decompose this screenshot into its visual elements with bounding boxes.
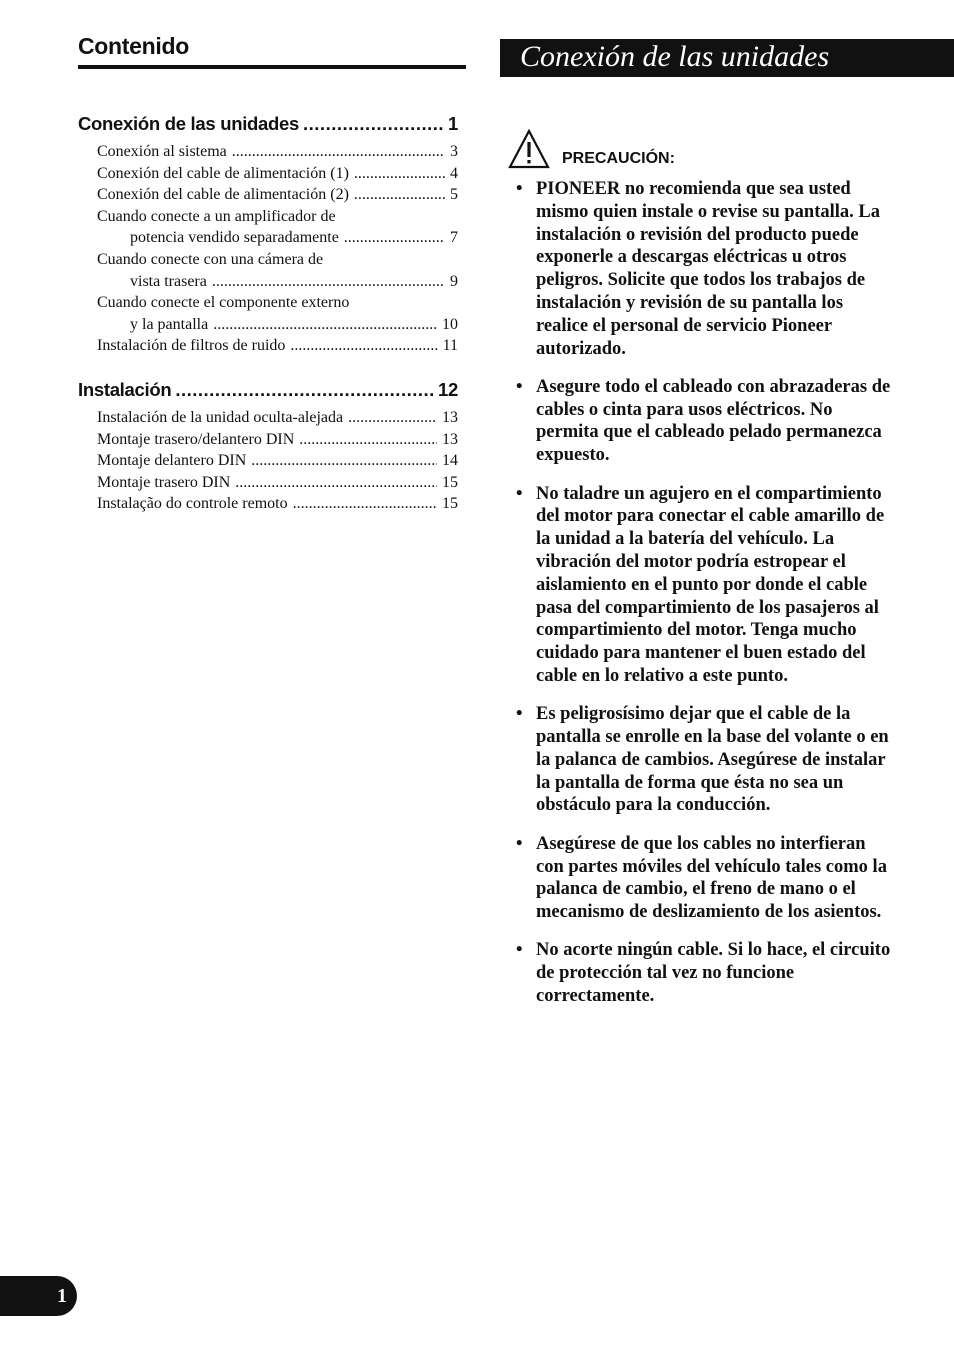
caution-item-text: Asegure todo el cableado con abrazaderas de cables o cinta para usos eléctricos. No permita que el cableado pelado permanezca expuesto. <box>536 376 891 466</box>
toc-entry <box>97 450 458 472</box>
caution-block <box>508 125 898 1023</box>
toc-entry-text: vista trasera <box>130 272 207 290</box>
toc-entry-text: Conexión del cable de alimentación (1) <box>97 164 349 182</box>
table-of-contents <box>78 30 466 515</box>
toc-section <box>78 111 466 357</box>
toc-sections <box>78 111 466 515</box>
toc-entry <box>97 292 458 335</box>
toc-entry <box>97 493 458 515</box>
toc-entry-text: Conexión del cable de alimentación (2) <box>97 186 349 204</box>
toc-entry-text: Instalação do controle remoto <box>97 495 288 513</box>
toc-entry <box>97 141 458 163</box>
toc-entry <box>97 184 458 206</box>
toc-entry-page: 15 <box>442 473 458 491</box>
toc-leader-dots <box>251 450 437 472</box>
toc-entry-text: Montaje trasero/delantero DIN <box>97 430 295 448</box>
toc-entry-row <box>97 472 458 494</box>
toc-entry-text: Montaje trasero DIN <box>97 473 231 491</box>
caution-item-text: PIONEER no recomienda que sea usted mismo quien instale o revise su pantalla. La instalación o revisión del producto puede exponerle a descargas eléctricas u otros peligros. Solicite que todos los trabajos de instalación y revisión de su pantalla los realice el personal de servicio Pioneer autorizado. <box>536 179 881 359</box>
toc-leader-dots <box>293 493 437 515</box>
toc-entry-page: 10 <box>442 315 458 333</box>
toc-leader-dots <box>232 141 445 163</box>
toc-entry-text: Instalación de la unidad oculta-alejada <box>97 408 344 426</box>
caution-item-text: No taladre un agujero en el compartimiento del motor para conectar el cable amarillo de la unidad a la batería del vehículo. La vibración del motor podría estropear el aislamiento en el punto por donde el cable pasa del compartimiento de los pasajeros al compartimiento del motor. Tenga mucho cuidado para mantener el buen estado del cable en lo relativo a este punto. <box>536 483 885 686</box>
toc-entry <box>97 206 458 249</box>
caution-item <box>508 703 891 817</box>
toc-entry-page: 5 <box>450 186 458 204</box>
toc-entry-page: 13 <box>442 408 458 426</box>
toc-leader-dots <box>175 377 434 403</box>
toc-entry-page: 13 <box>442 430 458 448</box>
toc-section <box>78 377 466 515</box>
toc-section-heading <box>78 377 458 403</box>
toc-entry-page: 3 <box>450 143 458 160</box>
bullet-symbol: • <box>516 483 523 504</box>
toc-leader-dots <box>299 429 437 451</box>
toc-section-title: Instalación <box>78 378 172 400</box>
toc-entry-text: Instalación de filtros de ruido <box>97 337 286 355</box>
bullet-symbol: • <box>516 704 523 725</box>
toc-entry <box>97 429 458 451</box>
toc-entry-text: potencia vendido separadamente <box>130 229 339 247</box>
caution-item <box>508 833 891 924</box>
caution-header <box>508 125 898 169</box>
toc-leader-dots <box>303 111 444 137</box>
caution-item-text: No acorte ningún cable. Si lo hace, el circuito de protección tal vez no funcione correctamente. <box>536 940 891 1006</box>
toc-leader-dots <box>354 184 445 206</box>
chapter-title: Conexión de las unidades <box>520 40 830 73</box>
caution-item <box>508 939 891 1007</box>
toc-entry-page: 9 <box>450 272 458 290</box>
bullet-symbol: • <box>516 179 523 199</box>
chapter-banner <box>500 39 954 77</box>
caution-label: PRECAUCIÓN: <box>562 150 675 167</box>
toc-section-heading <box>78 111 458 137</box>
toc-section-page: 12 <box>438 378 458 400</box>
toc-entry-row <box>97 314 458 336</box>
toc-leader-dots <box>212 271 445 293</box>
toc-title-rule <box>78 65 466 69</box>
toc-entry-row <box>97 184 458 206</box>
toc-entry <box>97 249 458 292</box>
toc-entry-list <box>97 407 458 515</box>
toc-leader-dots <box>290 335 437 357</box>
toc-entry <box>97 472 458 494</box>
toc-entry <box>97 335 458 357</box>
bullet-symbol: • <box>516 833 523 854</box>
toc-entry <box>97 163 458 185</box>
toc-entry-text: Conexión al sistema <box>97 143 227 160</box>
caution-item <box>508 483 891 688</box>
toc-entry-text: Cuando conecte con una cámera de <box>97 250 324 268</box>
toc-entry-row <box>97 429 458 451</box>
caution-item-text: Asegúrese de que los cables no interfieran con partes móviles del vehículo tales como la palanca de cambio, el freno de mano o el mecanismo de deslizamiento de los asientos. <box>536 833 887 923</box>
toc-entry-text: Cuando conecte a un amplificador de <box>97 207 336 225</box>
toc-section-page: 1 <box>448 113 458 134</box>
toc-leader-dots <box>235 472 437 494</box>
toc-leader-dots <box>344 227 445 249</box>
toc-entry-page: 11 <box>442 337 458 355</box>
toc-entry <box>97 407 458 429</box>
toc-entry-page: 14 <box>442 452 458 470</box>
toc-entry-text: y la pantalla <box>130 315 209 333</box>
toc-entry-page: 15 <box>442 495 458 513</box>
toc-entry-row <box>97 271 458 293</box>
page-number: 1 <box>0 1276 77 1316</box>
toc-entry-page: 4 <box>450 164 458 182</box>
toc-entry-page: 7 <box>450 229 458 247</box>
toc-entry-row <box>97 141 458 163</box>
toc-leader-dots <box>354 163 445 185</box>
caution-item <box>508 376 891 467</box>
toc-entry-text: Montaje delantero DIN <box>97 452 247 470</box>
bullet-symbol: • <box>516 376 523 397</box>
caution-list <box>508 178 898 1008</box>
toc-entry-row <box>97 450 458 472</box>
toc-entry-row <box>97 335 458 357</box>
toc-leader-dots <box>348 407 437 429</box>
bullet-symbol: • <box>516 940 523 961</box>
toc-entry-row <box>97 163 458 185</box>
toc-entry-row <box>97 493 458 515</box>
caution-item-text: Es peligrosísimo dejar que el cable de la pantalla se enrolle en la base del volante o en la palanca de cambios. Asegúrese de instalar la pantalla de forma que ésta no sea un obstáculo para la conducción. <box>536 704 889 816</box>
toc-entry-list <box>97 141 458 357</box>
warning-triangle-icon <box>508 129 550 169</box>
toc-entry-row <box>97 407 458 429</box>
caution-item <box>508 178 891 360</box>
toc-entry-row <box>97 227 458 249</box>
toc-section-title: Conexión de las unidades <box>78 113 300 134</box>
toc-entry-text: Cuando conecte el componente externo <box>97 294 350 312</box>
toc-leader-dots <box>213 314 437 336</box>
toc-title: Contenido <box>78 33 189 59</box>
